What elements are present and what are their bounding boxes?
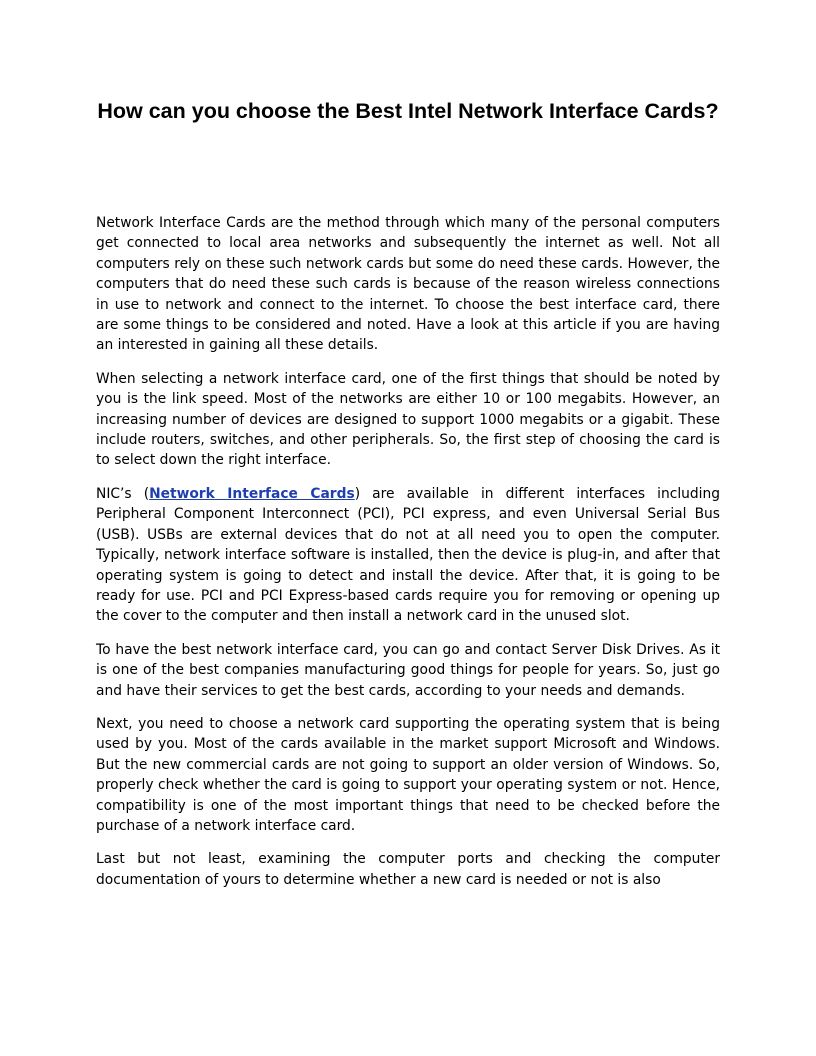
paragraph-link-speed: When selecting a network interface card, one of the first things that should be noted by you is the link speed. Most of the networks are either 10 or 100 megabits. However, an increasing number of devices are designed to support 1000 megabits or a gigabit. These include routers, switches, and other peripherals. So, the first step of choosing the card is to select down the right interface. [96, 370, 720, 469]
document-body [96, 213, 720, 903]
paragraph-interfaces-prefix: NIC’s ( [96, 485, 150, 502]
network-interface-cards-link[interactable]: Network Interface Cards [149, 485, 355, 502]
paragraph-interfaces-suffix: ) are available in different interfaces including Peripheral Component Interconnect (PCI), PCI express, and even Universal Serial Bus (USB). USBs are external devices that do not at all need you to open the computer. Typically, network interface software is installed, then the device is plug-in, and after that operating system is going to detect and install the device. After that, it is going to be ready for use. PCI and PCI Express-based cards require you for removing or opening up the cover to the computer and then install a network card in the unused slot. [96, 485, 720, 625]
paragraph-intro: Network Interface Cards are the method through which many of the personal computers get connected to local area networks and subsequently the internet as well. Not all computers rely on these such network cards but some do need these cards. However, the computers that do need these such cards is because of the reason wireless connections in use to network and connect to the internet. To choose the best interface card, there are some things to be considered and noted. Have a look at this article if you are having an interested in gaining all these details. [96, 215, 720, 354]
paragraph-operating-system: Next, you need to choose a network card supporting the operating system that is being used by you. Most of the cards available in the market support Microsoft and Windows. But the new commercial cards are not going to support an older version of Windows. So, properly check whether the card is going to support your operating system or not. Hence, compatibility is one of the most important things that need to be checked before the purchase of a network interface card. [96, 715, 720, 834]
document-title: How can you choose the Best Intel Network Interface Cards? [97, 99, 719, 123]
paragraph-server-disk-drives: To have the best network interface card, you can go and contact Server Disk Drives. As it is one of the best companies manufacturing good things for people for years. So, just go and have their services to get the best cards, according to your needs and demands. [96, 641, 720, 699]
paragraph-computer-ports: Last but not least, examining the computer ports and checking the computer documentation of yours to determine whether a new card is needed or not is also [96, 851, 720, 888]
paragraph-interfaces [96, 484, 720, 627]
